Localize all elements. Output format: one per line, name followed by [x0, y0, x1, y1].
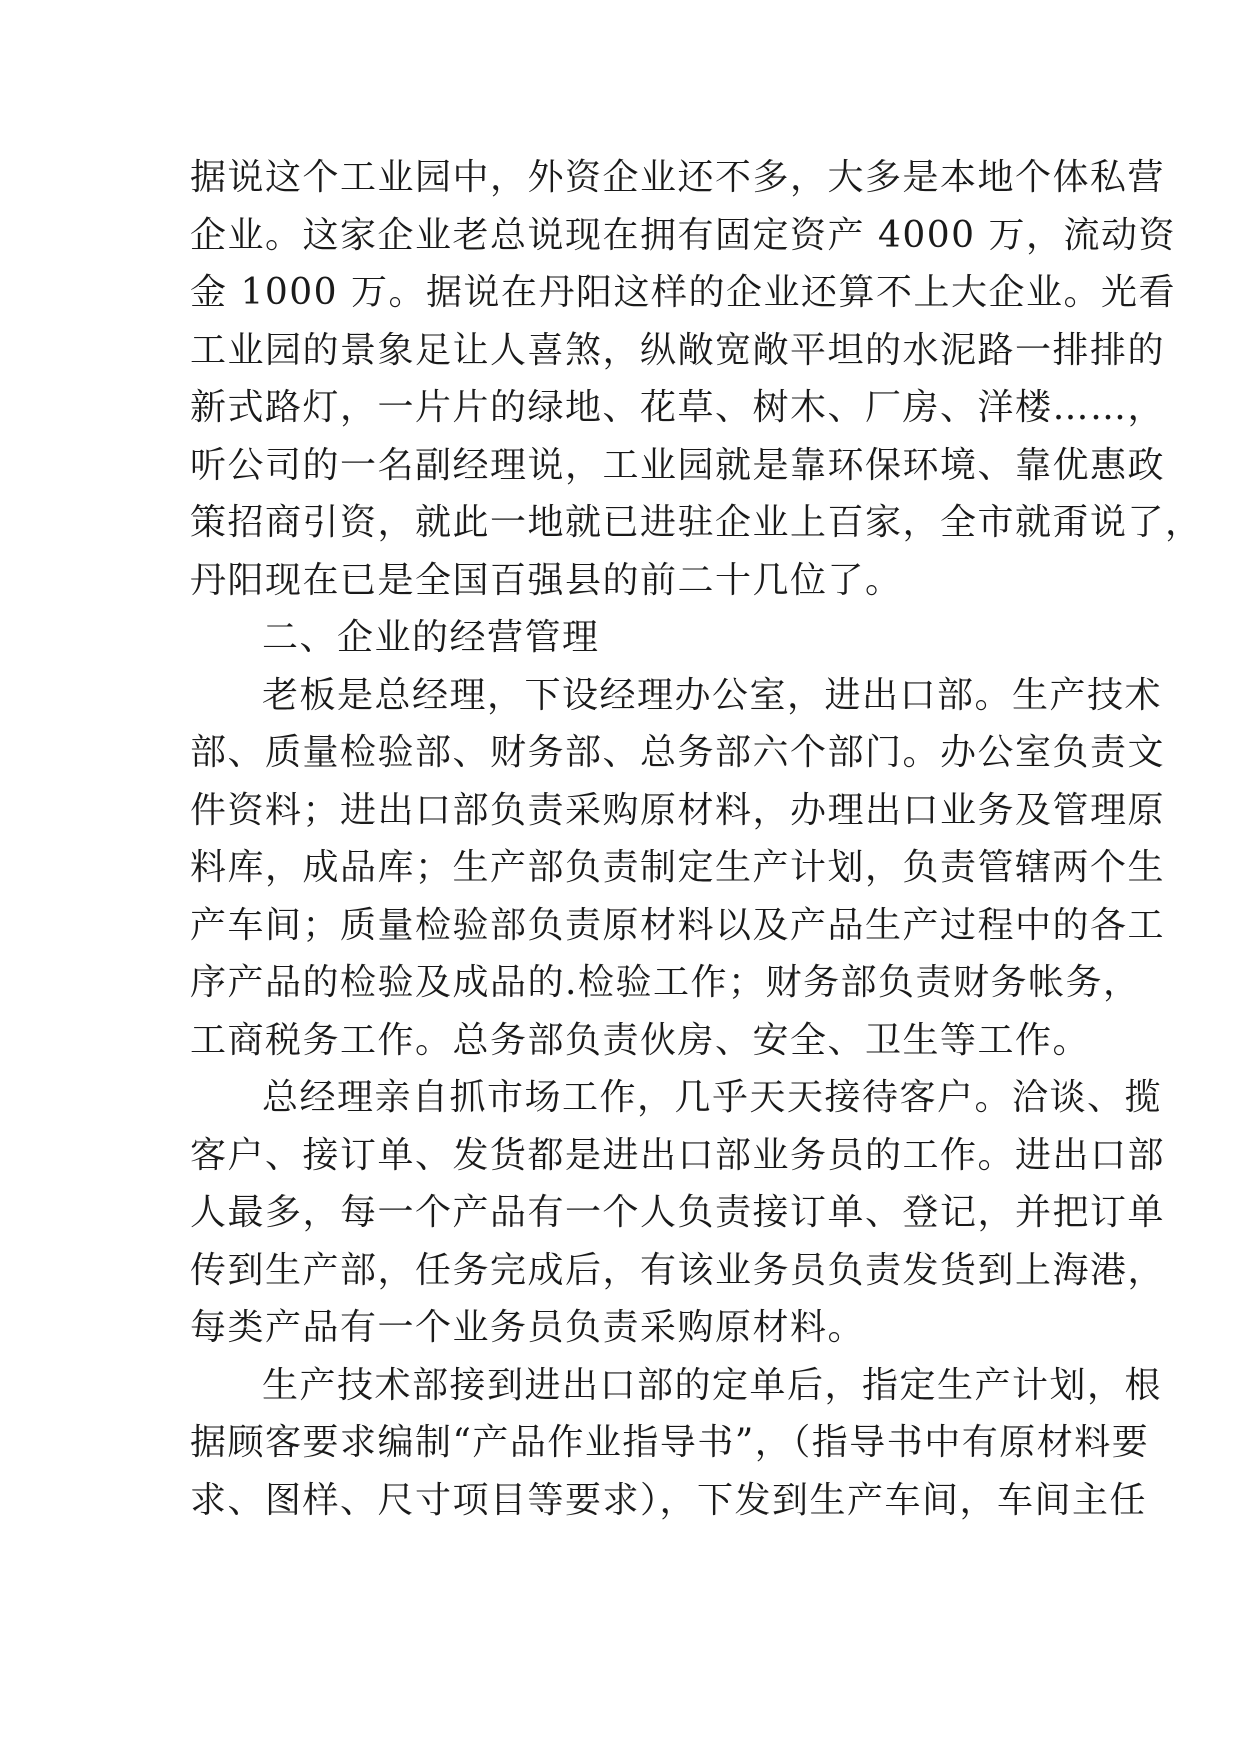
text-line: 求、图样、尺寸项目等要求），下发到生产车间，车间主任: [190, 1479, 1148, 1521]
text-line: 新式路灯，一片片的绿地、花草、树木、厂房、洋楼……，: [190, 387, 1166, 428]
text-line: 工商税务工作。总务部负责伙房、安全、卫生等工作。: [190, 1019, 1091, 1061]
text-line: 听公司的一名副经理说，工业园就是靠环保环境、靠优惠政: [190, 444, 1166, 486]
text-line: 每类产品有一个业务员负责采购原材料。: [190, 1307, 866, 1348]
text-line: 金 1000 万。据说在丹阳这样的企业还算不上大企业。光看: [190, 272, 1177, 313]
section-heading: 二、企业的经营管理: [262, 617, 600, 658]
text-line: 生产技术部接到进出口部的定单后，指定生产计划，根: [262, 1364, 1163, 1406]
text-line: 料库，成品库；生产部负责制定生产计划，负责管辖两个生: [190, 847, 1166, 888]
text-line: 序产品的检验及成品的.检验工作；财务部负责财务帐务，: [190, 962, 1141, 1003]
text-line: 件资料；进出口部负责采购原材料，办理出口业务及管理原: [190, 789, 1166, 831]
text-line: 据顾客要求编制“产品作业指导书”，（指导书中有原材料要: [190, 1422, 1150, 1463]
text-line: 客户、接订单、发货都是进出口部业务员的工作。进出口部: [190, 1134, 1166, 1176]
text-line: 据说这个工业园中，外资企业还不多，大多是本地个体私营: [190, 157, 1166, 198]
text-line: 丹阳现在已是全国百强县的前二十几位了。: [190, 559, 903, 601]
text-line: 部、质量检验部、财务部、总务部六个部门。办公室负责文: [190, 732, 1166, 773]
text-line: 工业园的景象足让人喜煞，纵敞宽敞平坦的水泥路一排排的: [190, 329, 1166, 371]
text-line: 产车间；质量检验部负责原材料以及产品生产过程中的各工: [190, 904, 1166, 946]
text-line: 传到生产部，任务完成后，有该业务员负责发货到上海港，: [190, 1249, 1166, 1291]
text-line: 老板是总经理，下设经理办公室，进出口部。生产技术: [262, 674, 1163, 716]
text-line: 企业。这家企业老总说现在拥有固定资产 4000 万，流动资: [190, 214, 1177, 256]
text-line: 策招商引资，就此一地就已进驻企业上百家，全市就甭说了，: [190, 502, 1203, 543]
text-line: 人最多，每一个产品有一个人负责接订单、登记，并把订单: [190, 1192, 1166, 1233]
document-body: [190, 149, 1203, 1529]
text-line: 总经理亲自抓市场工作，几乎天天接待客户。洽谈、揽: [262, 1077, 1163, 1118]
